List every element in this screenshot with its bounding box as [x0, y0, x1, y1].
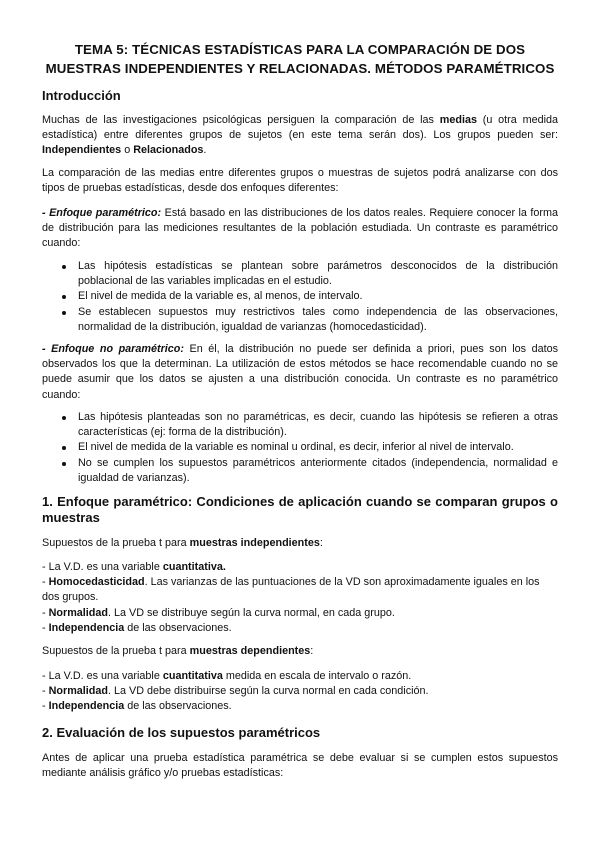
text-run: o — [121, 144, 134, 157]
text-run: Está basado en las distribuciones de los datos reales. Requiere conocer la forma de distribución para las mediciones resultantes de la población estudiada. Un contraste es paramétrico cuando: — [42, 207, 558, 250]
text-run: (u otra medida estadística) entre diferentes grupos de sujetos (en este tema serán dos). Los grupos pueden ser: — [42, 114, 558, 142]
text-run: Supuestos de la prueba t para — [42, 645, 190, 657]
intro-paragraph-1 — [42, 113, 558, 159]
text-run: - — [42, 685, 49, 698]
bold-term: Normalidad — [48, 606, 109, 619]
bold-term: Relacionados — [133, 144, 204, 157]
intro-paragraph-2: La comparación de las medias entre diferentes grupos o muestras de sujetos podrá analizarse con dos tipos de pruebas estadísticas, desde dos enfoques diferentes: — [42, 167, 558, 195]
text-run: . La VD se distribuye según la curva normal, en cada grupo. — [108, 606, 395, 619]
text-run: : — [310, 645, 314, 657]
list-item — [62, 410, 558, 440]
list-item — [42, 669, 558, 684]
dependent-assumptions-list — [42, 669, 558, 715]
list-item-text: El nivel de medida de la variable es nominal u ordinal, es decir, inferior al nivel de intervalo. — [78, 441, 514, 454]
bullet-icon — [62, 446, 66, 450]
bullet-icon — [62, 265, 66, 269]
list-item — [42, 699, 558, 714]
list-item-text: Las hipótesis planteadas son no paramétricas, es decir, cuando las hipótesis se refieren a otras características (ej: forma de la distribución). — [78, 411, 558, 439]
text-run: . La VD debe distribuirse según la curva normal en cada condición. — [108, 685, 429, 698]
nonparametric-label: - Enfoque no paramétrico: — [42, 343, 184, 355]
bullet-icon — [62, 295, 66, 299]
bold-term: Homocedasticidad — [48, 576, 145, 589]
dependent-samples-intro — [42, 644, 313, 659]
bold-term: Independencia — [48, 621, 125, 634]
bold-term: Independencia — [48, 700, 125, 713]
bold-term: muestras dependientes — [189, 645, 311, 657]
nonparametric-paragraph — [42, 342, 558, 403]
list-item-text: Se establecen supuestos muy restrictivos tales como independencia de las observaciones, normalidad de la distribución, igualdad de varianzas (homocedasticidad). — [78, 305, 558, 333]
independent-samples-intro — [42, 536, 323, 551]
bold-term: medias — [439, 114, 477, 126]
list-item — [62, 305, 558, 335]
list-item — [42, 684, 558, 699]
text-run: - — [42, 700, 49, 713]
list-item — [42, 560, 558, 575]
text-run: Supuestos de la prueba t para — [42, 537, 190, 549]
section-1-heading: 1. Enfoque paramétrico: Condiciones de aplicación cuando se comparan grupos o muestras — [42, 494, 558, 525]
document-title — [40, 40, 560, 78]
list-item-text: El nivel de medida de la variable es, al menos, de intervalo. — [78, 290, 363, 303]
list-item — [62, 289, 558, 304]
text-run: : — [319, 537, 323, 549]
intro-heading: Introducción — [42, 88, 121, 103]
parametric-bullet-list — [62, 259, 558, 335]
bold-term: muestras independientes — [189, 537, 320, 549]
text-run: Muchas de las investigaciones psicológicas persiguen la comparación de las — [42, 114, 440, 126]
list-item-text: Las hipótesis estadísticas se plantean sobre parámetros desconocidos de la distribución poblacional de las variables implicadas en el estudio. — [78, 260, 558, 288]
list-item — [62, 440, 558, 455]
parametric-paragraph — [42, 206, 558, 252]
nonparametric-bullet-list — [62, 410, 558, 486]
text-run: . — [203, 144, 207, 157]
title-line-1: TEMA 5: TÉCNICAS ESTADÍSTICAS PARA LA COMPARACIÓN DE DOS — [74, 42, 526, 57]
bullet-icon — [62, 416, 66, 420]
bold-term: cuantitativa. — [162, 561, 226, 573]
text-run: - — [42, 576, 49, 589]
text-run: de las observaciones. — [124, 700, 232, 713]
list-item — [42, 621, 558, 636]
text-run: En él, la distribución no puede ser definida a priori, pues son los datos observados los que la determinan. La utilización de estos métodos se hace recomendable cuando no se puede asumir que los datos se ajusten a una distribución conocida. Un contraste es no paramétrico cuando: — [42, 343, 558, 401]
bullet-icon — [62, 311, 66, 315]
text-run: - — [42, 621, 49, 634]
section-2-paragraph: Antes de aplicar una prueba estadística paramétrica se debe evaluar si se cumplen estos supuestos mediante análisis gráfico y/o pruebas estadísticas: — [42, 752, 558, 780]
list-item — [42, 606, 558, 621]
list-item — [42, 575, 558, 605]
bold-term: Independientes — [42, 144, 122, 157]
title-line-2: MUESTRAS INDEPENDIENTES Y RELACIONADAS. MÉTODOS PARAMÉTRICOS — [45, 61, 555, 76]
list-item-text: No se cumplen los supuestos paramétricos anteriormente citados (independencia, normalidad e igualdad de varianzas). — [78, 456, 558, 484]
section-2-heading: 2. Evaluación de los supuestos paramétricos — [42, 725, 321, 740]
bold-term: cuantitativa — [162, 670, 223, 682]
text-run: - — [42, 606, 49, 619]
text-run: - La V.D. es una variable — [42, 670, 163, 682]
list-item — [62, 456, 558, 486]
list-item — [62, 259, 558, 289]
text-run: medida en escala de intervalo o razón. — [222, 670, 412, 682]
bold-term: Normalidad — [48, 685, 109, 698]
text-run: de las observaciones. — [124, 621, 232, 634]
bullet-icon — [62, 462, 66, 466]
text-run: - La V.D. es una variable — [42, 561, 163, 573]
parametric-label: - Enfoque paramétrico: — [42, 207, 162, 219]
independent-assumptions-list — [42, 560, 558, 636]
text-run: . Las varianzas de las puntuaciones de la VD son aproximadamente iguales en los dos grupos. — [42, 576, 540, 604]
